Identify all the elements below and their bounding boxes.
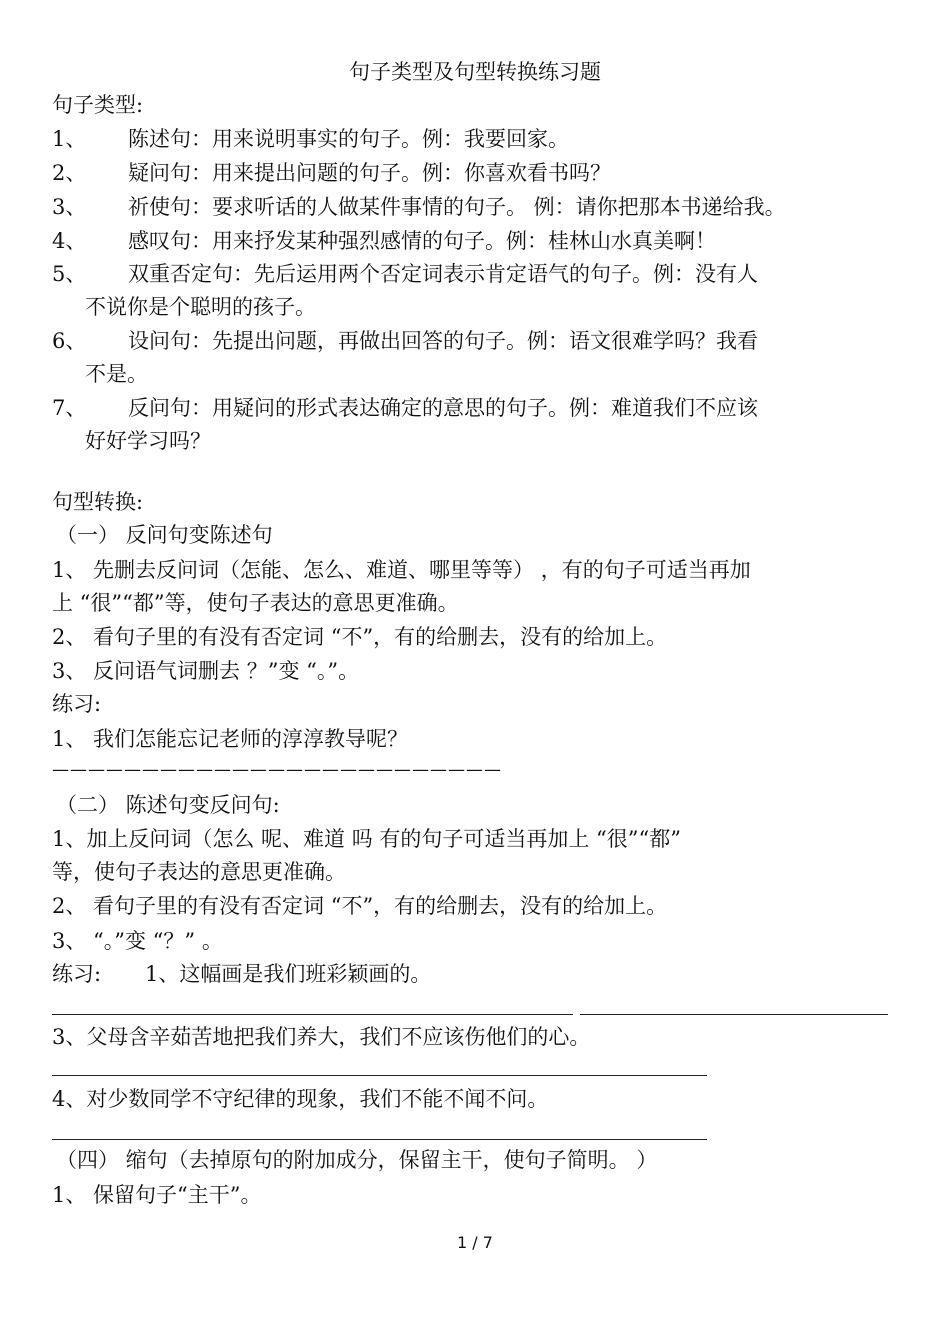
type-item-text: 祈使句：要求听话的人做某件事情的句子。 例：请你把那本书递给我。 [128, 195, 786, 219]
answer-line[interactable] [52, 1075, 707, 1076]
rule-line: 2、 看句子里的有没有否定词 “不”，有的给删去，没有的给加上。 [52, 625, 668, 649]
type-item-number: 2、 [52, 161, 87, 185]
type-item-continuation: 不说你是个聪明的孩子。 [85, 295, 316, 319]
subsection-title-1: （一） 反问句变陈述句 [56, 523, 273, 547]
type-item-number: 6、 [52, 329, 87, 353]
type-item-number: 7、 [52, 396, 87, 420]
rule-line: 1、 保留句子“主干”。 [52, 1183, 262, 1207]
answer-line[interactable] [52, 1014, 573, 1015]
rule-line: 上 “很”“都”等，使句子表达的意思更准确。 [52, 591, 459, 615]
answer-dashed-line: ————————————————————————— [52, 760, 502, 780]
rule-line: 3、 “。”变 “？” 。 [52, 929, 223, 953]
type-item-continuation: 不是。 [85, 362, 148, 386]
practice-question: 1、这幅画是我们班彩颖画的。 [145, 962, 432, 986]
answer-line[interactable] [580, 1014, 888, 1015]
type-item-number: 3、 [52, 195, 87, 219]
subsection-title-4: （四） 缩句（去掉原句的附加成分，保留主干，使句子简明。 ） [56, 1148, 658, 1172]
rule-line: 1、加上反问词（怎么 呢、难道 吗 有的句子可适当再加上 “很”“都” [52, 827, 682, 851]
practice-question: 4、对少数同学不守纪律的现象，我们不能不闻不问。 [52, 1087, 549, 1111]
practice-label: 练习: [52, 692, 102, 716]
practice-question: 3、父母含辛茹苦地把我们养大，我们不应该伤他们的心。 [52, 1025, 591, 1049]
type-item-number: 4、 [52, 229, 87, 253]
section-heading-types: 句子类型: [52, 93, 144, 117]
page-number: 1 / 7 [457, 1233, 493, 1252]
rule-line: 1、 先删去反问词（怎能、怎么、难道、哪里等等） ，有的句子可适当再加 [52, 558, 751, 582]
page-title: 句子类型及句型转换练习题 [349, 60, 601, 84]
rule-line: 2、 看句子里的有没有否定词 “不”，有的给删去，没有的给加上。 [52, 894, 668, 918]
type-item-number: 5、 [52, 262, 87, 286]
rule-line: 等，使句子表达的意思更准确。 [52, 860, 346, 884]
type-item-text: 设问句：先提出问题，再做出回答的句子。例：语文很难学吗？我看 [128, 329, 758, 353]
type-item-text: 疑问句：用来提出问题的句子。例：你喜欢看书吗？ [128, 161, 611, 185]
type-item-text: 感叹句：用来抒发某种强烈感情的句子。例：桂林山水真美啊！ [128, 229, 716, 253]
type-item-text: 双重否定句：先后运用两个否定词表示肯定语气的句子。例：没有人 [128, 262, 758, 286]
type-item-number: 1、 [52, 127, 87, 151]
practice-label: 练习: [52, 962, 102, 986]
subsection-title-2: （二） 陈述句变反问句: [56, 793, 280, 817]
rule-line: 3、 反问语气词删去 ？”变 “。”。 [52, 659, 360, 683]
type-item-text: 陈述句：用来说明事实的句子。例：我要回家。 [128, 127, 569, 151]
section-heading-transform: 句型转换: [52, 490, 144, 514]
answer-line[interactable] [52, 1139, 707, 1140]
practice-question: 1、 我们怎能忘记老师的淳淳教导呢？ [52, 727, 409, 751]
type-item-text: 反问句：用疑问的形式表达确定的意思的句子。例：难道我们不应该 [128, 396, 758, 420]
type-item-continuation: 好好学习吗？ [85, 429, 211, 453]
